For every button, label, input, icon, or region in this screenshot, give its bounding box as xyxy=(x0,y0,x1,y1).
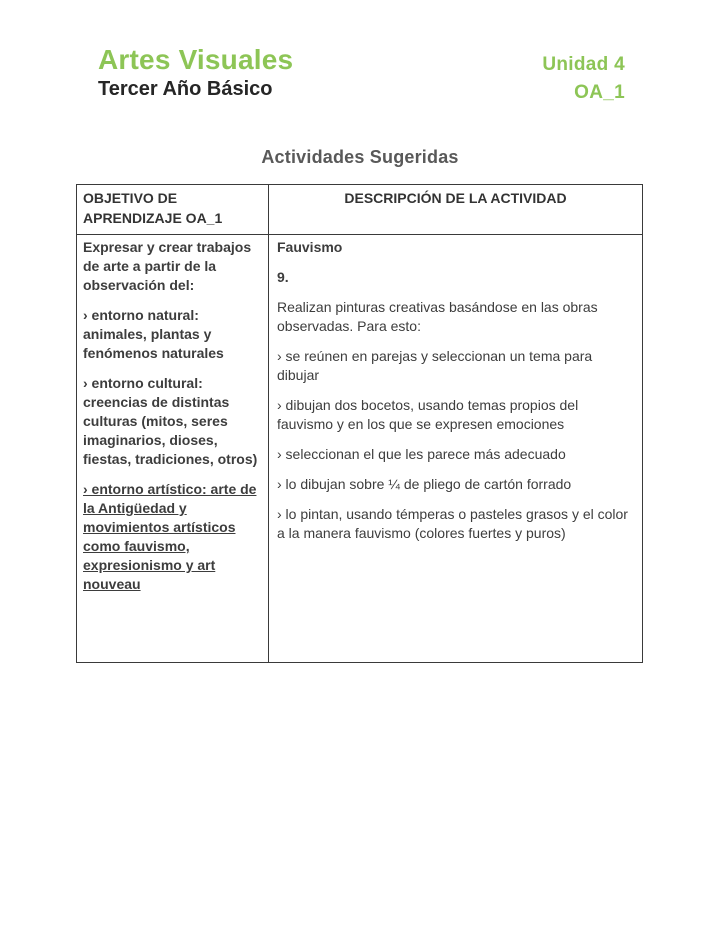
objective-bullet: › entorno cultural: creencias de distintas culturas (mitos, seres imaginarios, dioses, fiestas, tradiciones, otros) xyxy=(83,375,258,467)
description-column-header: DESCRIPCIÓN DE LA ACTIVIDAD xyxy=(269,185,643,235)
objective-intro: Expresar y crear trabajos de arte a partir de la observación del: xyxy=(83,239,252,293)
objective-cell xyxy=(77,235,269,663)
section-title: Actividades Sugeridas xyxy=(261,147,459,167)
header-left-block xyxy=(98,43,293,102)
oa-code-label: OA_1 xyxy=(574,82,625,103)
activity-step: › lo dibujan sobre ¼ de pliego de cartón forrado xyxy=(277,476,572,492)
objective-bullet: › entorno natural: animales, plantas y fenómenos naturales xyxy=(83,307,224,361)
objective-bullet: › entorno artístico: arte de la Antigüedad y movimientos artísticos como fauvismo, expresionismo y art nouveau xyxy=(83,481,257,592)
objective-column-header: OBJETIVO DE APRENDIZAJE OA_1 xyxy=(77,185,269,235)
activity-step-list xyxy=(277,347,635,543)
activity-step: › seleccionan el que les parece más adecuado xyxy=(277,446,566,462)
doc-title: Artes Visuales xyxy=(98,44,294,75)
activity-number: 9. xyxy=(277,269,289,285)
activity-step: › lo pintan, usando témperas o pasteles grasos y el color a la manera fauvismo (colores fuertes y puros) xyxy=(277,506,628,541)
header-right-block xyxy=(542,51,625,107)
activity-step: › se reúnen en parejas y seleccionan un tema para dibujar xyxy=(277,348,593,383)
objective-bullet-list xyxy=(83,306,258,594)
activities-table xyxy=(76,184,643,663)
unit-label: Unidad 4 xyxy=(542,54,625,75)
table-body-row xyxy=(77,235,643,663)
activity-step: › dibujan dos bocetos, usando temas propios del fauvismo y en los que se expresen emociones xyxy=(277,397,579,432)
doc-subtitle: Tercer Año Básico xyxy=(98,78,273,100)
description-cell xyxy=(269,235,643,663)
activity-intro: Realizan pinturas creativas basándose en las obras observadas. Para esto: xyxy=(277,299,598,334)
table-header-row xyxy=(77,185,643,235)
activity-topic: Fauvismo xyxy=(277,239,343,255)
